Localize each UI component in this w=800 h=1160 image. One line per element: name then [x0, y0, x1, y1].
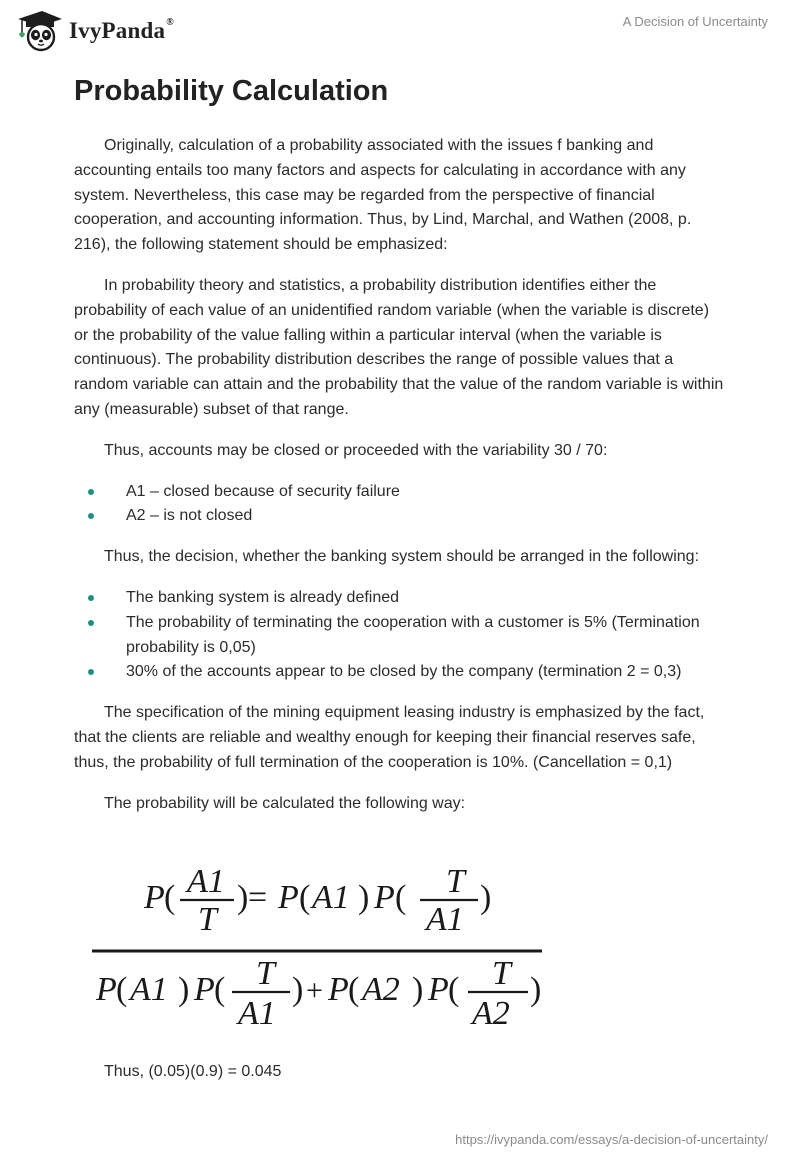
paragraph: Thus, (0.05)(0.9) = 0.045: [104, 1063, 282, 1080]
svg-text:(: (: [348, 971, 360, 1008]
svg-text:T: T: [256, 955, 275, 992]
svg-text:): ): [292, 971, 304, 1008]
page-title: Probability Calculation: [74, 75, 389, 107]
svg-text:P: P: [278, 879, 299, 916]
svg-text:A2: A2: [472, 995, 510, 1032]
panda-logo-icon: [16, 10, 64, 52]
bullet-icon: [88, 489, 94, 495]
list-item: The banking system is already defined: [74, 586, 724, 611]
svg-text:A1: A1: [312, 879, 350, 916]
svg-text:P: P: [96, 971, 117, 1008]
bullet-icon: [88, 595, 94, 601]
svg-text:A1: A1: [187, 863, 225, 900]
svg-text:): ): [530, 971, 542, 1008]
svg-text:): ): [237, 879, 249, 916]
svg-text:): ): [480, 879, 492, 916]
list-item: The probability of terminating the cooperation with a customer is 5% (Termination probability is 0,05): [74, 611, 724, 661]
list-item: A2 – is not closed: [74, 504, 724, 529]
svg-text:+: +: [306, 974, 323, 1007]
bullet-list: [74, 586, 724, 685]
svg-text:P: P: [144, 879, 165, 916]
paragraph: Thus, the decision, whether the banking system should be arranged in the following:: [104, 548, 700, 566]
svg-text:(: (: [164, 879, 176, 916]
svg-text:A1: A1: [130, 971, 168, 1008]
svg-text:A1: A1: [426, 901, 464, 938]
svg-text:P: P: [428, 971, 449, 1008]
paragraph: The probability will be calculated the following way:: [104, 794, 466, 812]
article-body: [74, 72, 724, 832]
svg-text:): ): [358, 879, 370, 916]
svg-text:T: T: [198, 901, 217, 938]
bullet-icon: [88, 513, 94, 519]
svg-text:(: (: [299, 879, 311, 916]
svg-text:(: (: [214, 971, 226, 1008]
svg-text:(: (: [395, 879, 407, 916]
svg-text:(: (: [448, 971, 460, 1008]
paragraph: The specification of the mining equipment leasing industry is emphasized by the fact, that the clients are reliable and wealthy enough for keeping their financial reserves safe, thus, the probability of full termination of the cooperation is 10%. (Cancellation = 0,1): [74, 704, 705, 771]
svg-text:P: P: [328, 971, 349, 1008]
header: [0, 0, 800, 60]
svg-text:(: (: [116, 971, 128, 1008]
bayes-formula-image: [92, 862, 547, 1032]
svg-text:P: P: [374, 879, 395, 916]
svg-text:T: T: [446, 863, 465, 900]
svg-text:): ): [412, 971, 424, 1008]
article-body-continued: [74, 1060, 724, 1101]
svg-text:A2: A2: [362, 971, 400, 1008]
svg-text:T: T: [492, 955, 511, 992]
svg-text:=: =: [248, 879, 268, 916]
brand-name: IvyPanda®: [69, 17, 174, 43]
svg-text:P: P: [194, 971, 215, 1008]
paragraph: Originally, calculation of a probability associated with the issues f banking and accounting entails too many factors and aspects for calculating in accordance with any system. Nevertheless, this case may be regarded from the perspective of financial cooperation, and accounting information. Thus, by Lind, Marchal, and Wathen (2008, p. 216), the following statement should be emphasized:: [74, 137, 692, 254]
bullet-icon: [88, 620, 94, 626]
document-title: A Decision of Uncertainty: [622, 14, 768, 29]
source-url-link[interactable]: https://ivypanda.com/essays/a-decision-of-uncertainty/: [455, 1132, 768, 1147]
bullet-list: [74, 480, 724, 530]
svg-text:): ): [178, 971, 190, 1008]
paragraph: Thus, accounts may be closed or proceeded with the variability 30 / 70:: [104, 441, 608, 459]
brand-logo[interactable]: [16, 10, 174, 52]
bullet-icon: [88, 669, 94, 675]
list-item: 30% of the accounts appear to be closed by the company (termination 2 = 0,3): [74, 660, 724, 685]
paragraph: In probability theory and statistics, a probability distribution identifies either the probability of each value of an unidentified random variable (when the variable is discrete) or the probability of the value falling within a particular interval (when the variable is continuous). The probability distribution describes the range of possible values that a random variable can attain and the probability that the value of the random variable is within any (measurable) subset of that range.: [74, 276, 724, 418]
list-item: A1 – closed because of security failure: [74, 480, 724, 505]
svg-text:A1: A1: [238, 995, 276, 1032]
